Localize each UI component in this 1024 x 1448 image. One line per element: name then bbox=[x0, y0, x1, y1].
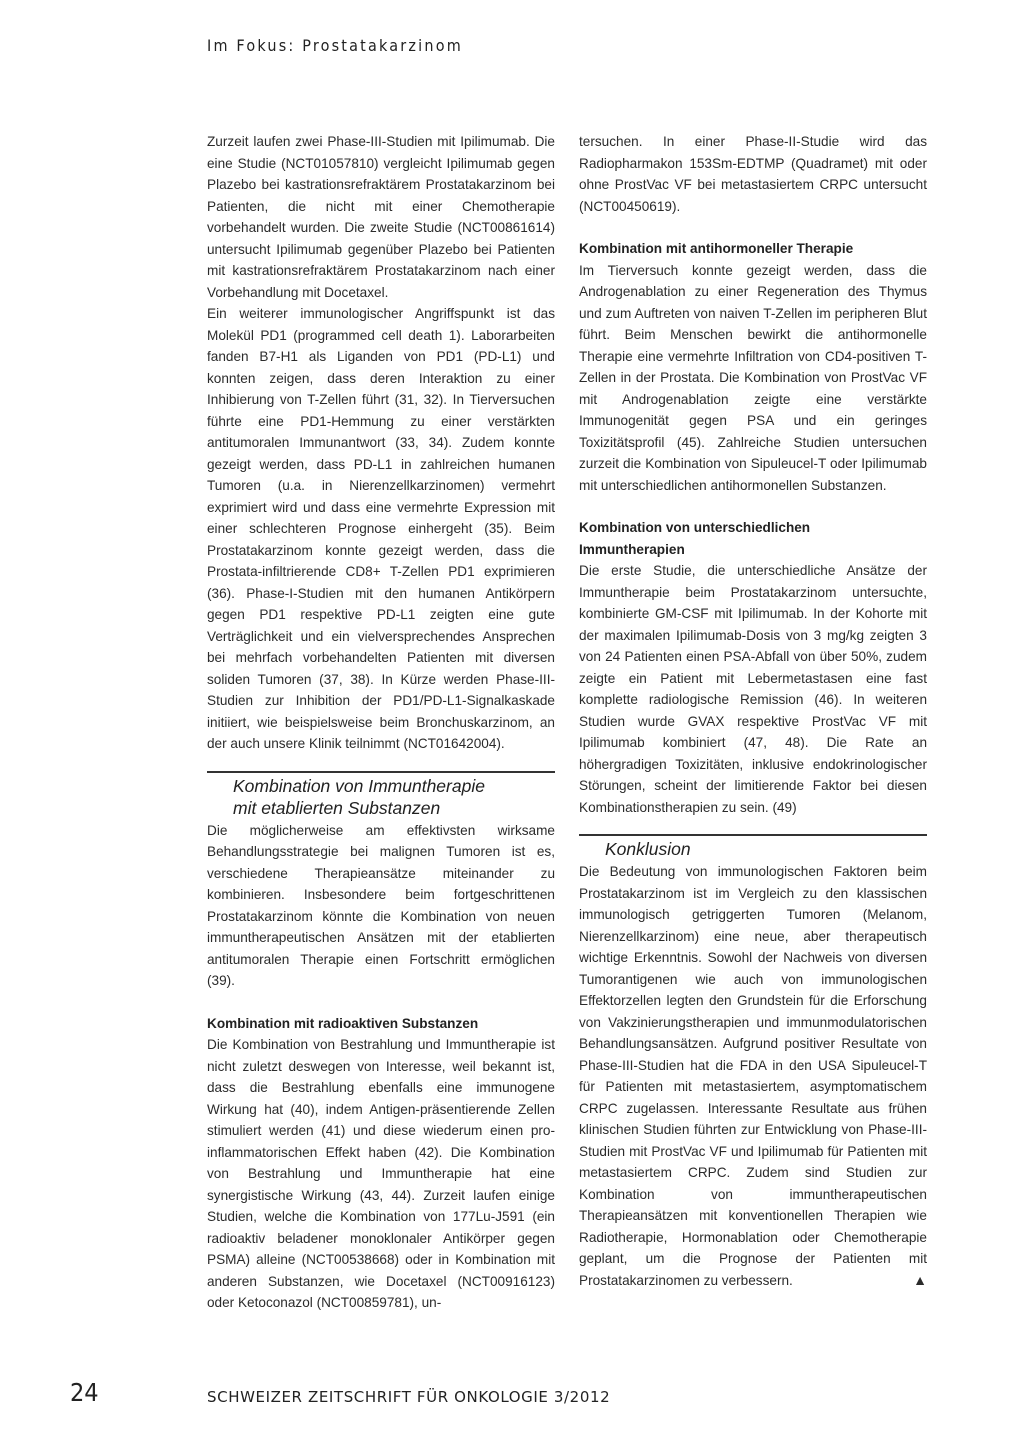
running-title: Im Fokus: Prostatakarzinom bbox=[207, 36, 463, 55]
paragraph: Die erste Studie, die unterschiedliche Ansätze der Immuntherapie beim Prostatakarzinom untersuchte, kombinierte GM-CSF mit Ipilimumab. In der Kohorte mit der maximalen Ipilimumab-Dosis von 3 mg/kg zeigten 3 von 24 Patienten einen PSA-Abfall von über 50%, zudem zeigte ein Patient mit Lebermetastasen eine fast komplette radiologische Remission (46). In weiteren Studien wurde GVAX respektive ProstVac VF mit Ipilimumab kombiniert (47, 48). Die Rate an höhergradigen Toxizitäten, inklusive endokrinologischer Störungen, scheint der limitierende Faktor bei diesen Kombinationstherapien zu sein. (49) bbox=[579, 563, 927, 815]
subsection-heading-line: Immuntherapien bbox=[579, 541, 685, 557]
paragraph: tersuchen. In einer Phase-II-Studie wird das Radiopharmakon 153Sm-EDTMP (Quadramet) mit oder ohne ProstVac VF bei metastasiertem CRPC untersucht (NCT00450619). bbox=[579, 134, 927, 214]
paragraph: Die möglicherweise am effektivsten wirksame Behandlungsstrategie bei malignen Tumoren ist es, verschiedene Therapieansätze miteinander zu kombinieren. Insbesondere beim fortgeschrittenen Prostatakarzinom könnte die Kombination von neuen immuntherapeutischen Ansätzen mit der etablierten antitumoralen Therapie einen Fortschritt ermöglichen (39). bbox=[207, 822, 555, 988]
section-divider bbox=[207, 771, 555, 819]
end-of-article-icon: ▲ bbox=[913, 1271, 927, 1288]
section-title bbox=[207, 775, 555, 819]
right-column bbox=[579, 131, 927, 1291]
section-divider bbox=[579, 834, 927, 860]
paragraph-text: Die Bedeutung von immunologischen Faktoren beim Prostatakarzinom ist im Vergleich zu den klassischen immunologisch getriggerten Tumoren (Melanom, Nierenzellkarzinom) eine neue, aber therapeutisch wichtige Erkenntnis. Sowohl der Nachweis von diversen Tumorantigenen wie auch von immunologischen Effektorzellen legten den Grundstein für die Erforschung von Vakzinierungstherapien und immunmodulatorischen Behandlungsansätzen. Aufgrund positiver Resultate von Phase-III-Studien hat die FDA in den USA Sipuleucel-T für Patienten mit metastasiertem, asymptomatischem CRPC zugelassen. Interessante Resultate aus frühen klinischen Studien führten zur Entwicklung von Phase-III-Studien mit ProstVac VF und Ipilimumab für Patienten mit metastasiertem CRPC. Zudem sind Studien zur Kombination von immuntherapeutischen Therapieansätzen mit konventionellen Therapien wie Radiotherapie, Hormonablation oder Chemotherapie geplant, um die Prognose der Patienten mit Prostatakarzinomen zu verbessern. bbox=[579, 864, 927, 1288]
paragraph: Zurzeit laufen zwei Phase-III-Studien mit Ipilimumab. Die eine Studie (NCT01057810) vergleicht Ipilimumab gegen Plazebo bei kastrationsrefraktärem Prostatakarzinom bei Patienten, die nicht mit einer Chemotherapie vorbehandelt wurden. Die zweite Studie (NCT00861614) untersucht Ipilimumab gegenüber Plazebo bei Patienten mit kastrationsrefraktärem Prostatakarzinom nach einer Vorbehandlung mit Docetaxel. bbox=[207, 134, 555, 300]
subsection-heading bbox=[579, 517, 927, 560]
subsection-heading: Kombination mit antihormoneller Therapie bbox=[579, 241, 854, 256]
section-title-line: mit etablierten Substanzen bbox=[233, 797, 441, 818]
section-title: Konklusion bbox=[605, 839, 691, 859]
subsection-heading-line: Kombination von unterschiedlichen bbox=[579, 520, 811, 535]
paragraph: Ein weiterer immunologischer Angriffspunkt ist das Molekül PD1 (programmed cell death 1). Laborarbeiten fanden B7-H1 als Liganden von PD1 (PD-L1) und konnten zeigen, dass deren Interaktion zu einer Inhibierung von T-Zellen führt (31, 32). In Tierversuchen führte eine PD1-Hemmung zu einer verstärkten antitumoralen Immunantwort (33, 34). Zudem konnte gezeigt werden, dass PD-L1 in zahlreichen humanen Tumoren (u.a. in Nierenzellkarzinomen) vermehrt exprimiert wird und dass eine vermehrte Expression mit einer schlechteren Prognose einhergeht (35). Beim Prostatakarzinom konnte gezeigt werden, dass die Prostata-infiltrierende CD8+ T-Zellen PD1 exprimieren (36). Phase-I-Studien mit den humanen Antikörpern gegen PD1 respektive PD-L1 zeigten eine gute Verträglichkeit und ein vielversprechendes Ansprechen bei mehrfach vorbehandelten Patienten mit diversen soliden Tumoren (37, 38). In Kürze werden Phase-III-Studien zur Inhibition der PD1/PD-L1-Signalkaskade initiiert, wie beispielsweise beim Bronchuskarzinom, an der auch unsere Klinik teilnimmt (NCT01642004). bbox=[207, 306, 555, 751]
journal-footer: SCHWEIZER ZEITSCHRIFT FÜR ONKOLOGIE 3/2012 bbox=[207, 1388, 611, 1406]
section-title-line: Kombination von Immuntherapie bbox=[233, 775, 485, 796]
page-number: 24 bbox=[70, 1378, 99, 1407]
paragraph: Im Tierversuch konnte gezeigt werden, dass die Androgenablation zu einer Regeneration des Thymus und zum Auftreten von naiven T-Zellen im peripheren Blut führt. Beim Menschen bewirkt die antihormonelle Therapie eine vermehrte Infiltration von CD4-positiven T-Zellen in der Prostata. Die Kombination von ProstVac VF mit Androgenablation zeigte eine verstärkte Immunogenität gegen PSA und ein geringes Toxizitätsprofil (45). Zahlreiche Studien untersuchen zurzeit die Kombination von Sipuleucel-T oder Ipilimumab mit unterschiedlichen antihormonellen Substanzen. bbox=[579, 262, 927, 493]
subsection-heading: Kombination mit radioaktiven Substanzen bbox=[207, 1015, 479, 1031]
paragraph: Die Kombination von Bestrahlung und Immuntherapie ist nicht zuletzt deswegen von Interesse, weil bekannt ist, dass die Bestrahlung ebenfalls eine immunogene Wirkung hat (40), indem Antigen-präsentierende Zellen stimuliert werden (41) und diese wiederum einen pro-inflammatorischen Effekt haben (42). Die Kombination von Bestrahlung und Immuntherapie hat eine synergistische Wirkung (43, 44). Zurzeit laufen einige Studien, welche die Kombination von 177Lu-J591 (ein radioaktiv beladener monoklonaler Antikörper gegen PSMA) alleine (NCT00538668) oder in Kombination mit anderen Substanzen, wie Docetaxel (NCT00916123) oder Ketoconazol (NCT00859781), un- bbox=[207, 1037, 555, 1310]
paragraph bbox=[579, 861, 927, 1291]
left-column bbox=[207, 131, 555, 1314]
